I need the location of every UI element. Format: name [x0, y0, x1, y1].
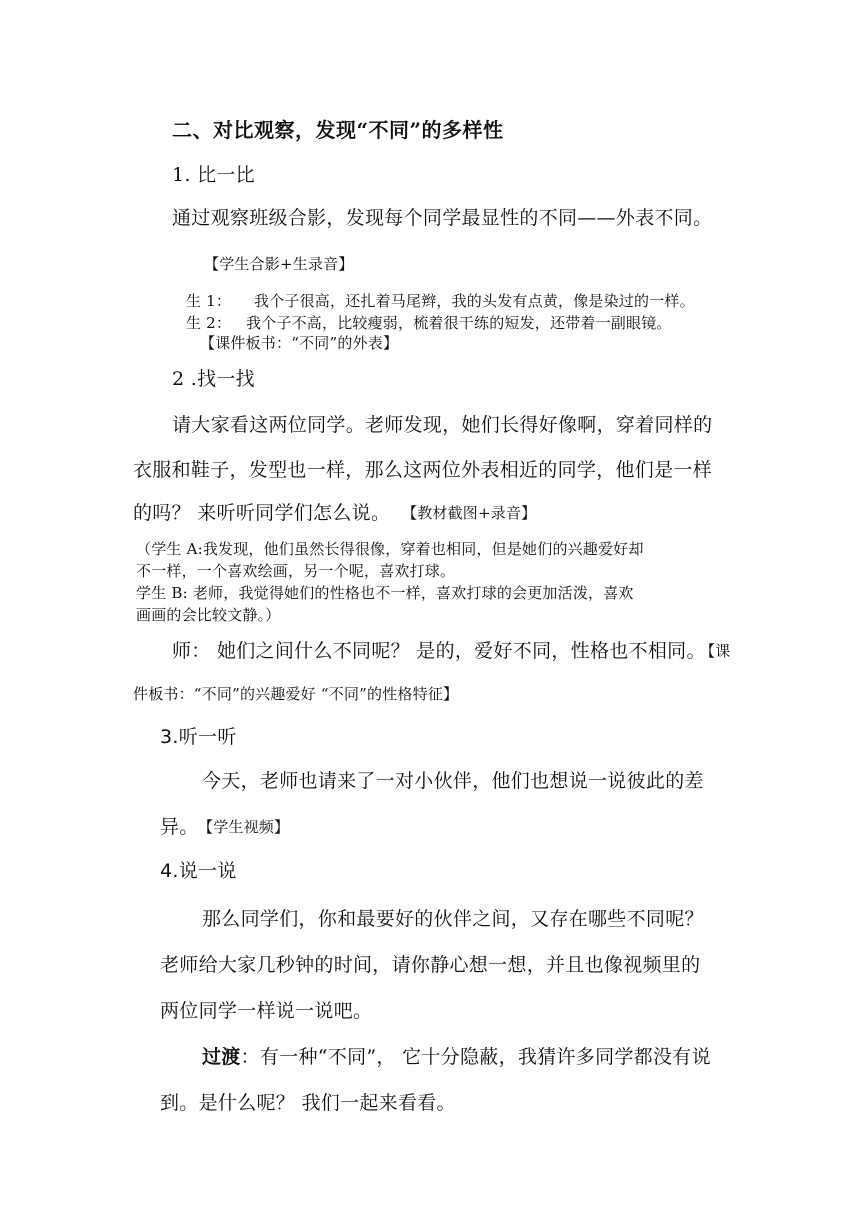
section-heading: 二、对比观察，发现“不同”的多样性	[172, 118, 504, 142]
part4-line1: 那么同学们，你和最要好的伙伴之间，又存在哪些不同呢？	[202, 908, 704, 930]
student1-label: 生 1：	[186, 292, 232, 310]
student-a-line1: （学生 A:我发现，他们虽然长得很像，穿着也相同，但是她们的兴趣爱好却	[136, 540, 644, 558]
part3-line1: 今天，老师也请来了一对小伙伴，他们也想说一说彼此的差	[202, 770, 704, 792]
teacher-board-note-start: 【课	[700, 642, 731, 660]
part1-text: 通过观察班级合影，发现每个同学最显性的不同——外表不同。	[172, 207, 713, 229]
part3-title: 3.听一听	[160, 726, 237, 748]
part3-line2: 异。	[160, 816, 199, 838]
part2-paragraph-line1: 请大家看这两位同学。老师发现，她们长得好像啊，穿着同样的	[172, 414, 713, 436]
student1-text: 我个子很高，还扎着马尾辫，我的头发有点黄，像是染过的一样。	[254, 292, 695, 310]
student2-text: 我个子不高，比较瘦弱，梳着很干练的短发，还带着一副眼镜。	[246, 314, 672, 332]
student2-label: 生 2：	[186, 314, 232, 332]
part4-title: 4.说一说	[160, 860, 237, 882]
part2-paragraph-line2: 衣服和鞋子，发型也一样，那么这两位外表相近的同学，他们是一样	[133, 459, 713, 481]
student-b-line1: 学生 B: 老师，我觉得她们的性格也不一样，喜欢打球的会更加活泼，喜欢	[136, 584, 634, 602]
part4-line2: 老师给大家几秒钟的时间，请你静心想一想，并且也像视频里的	[160, 954, 701, 976]
transition-line1	[202, 1042, 711, 1069]
transition-label: 过渡	[202, 1046, 241, 1068]
part1-title: 1. 比一比	[172, 164, 255, 186]
part2-paragraph-line3: 的吗？ 来听听同学们怎么说。	[133, 502, 391, 524]
transition-line2: 到。是什么呢？ 我们一起来看看。	[160, 1092, 456, 1114]
student-a-line2: 不一样，一个喜欢绘画，另一个呢，喜欢打球。	[136, 562, 456, 580]
teacher-line1: 师： 她们之间什么不同呢？ 是的，爱好不同，性格也不相同。	[172, 640, 706, 662]
student-b-line2: 画画的会比较文静。）	[136, 606, 281, 624]
transition-text: ：有一种“不同”， 它十分隐蔽，我猜许多同学都没有说	[240, 1046, 711, 1068]
part1-board-note: 【课件板书：“不同”的外表】	[200, 334, 399, 352]
part4-line3: 两位同学一样说一说吧。	[160, 1000, 373, 1022]
part3-media-note: 【学生视频】	[198, 818, 290, 836]
teacher-board-note: 件板书：“不同”的兴趣爱好 “不同”的性格特征】	[133, 685, 459, 703]
part2-title: 2 .找一找	[172, 368, 255, 390]
part1-media-note: 【学生合影+生录音】	[204, 255, 354, 273]
part2-media-note: 【教材截图+录音】	[402, 504, 537, 522]
